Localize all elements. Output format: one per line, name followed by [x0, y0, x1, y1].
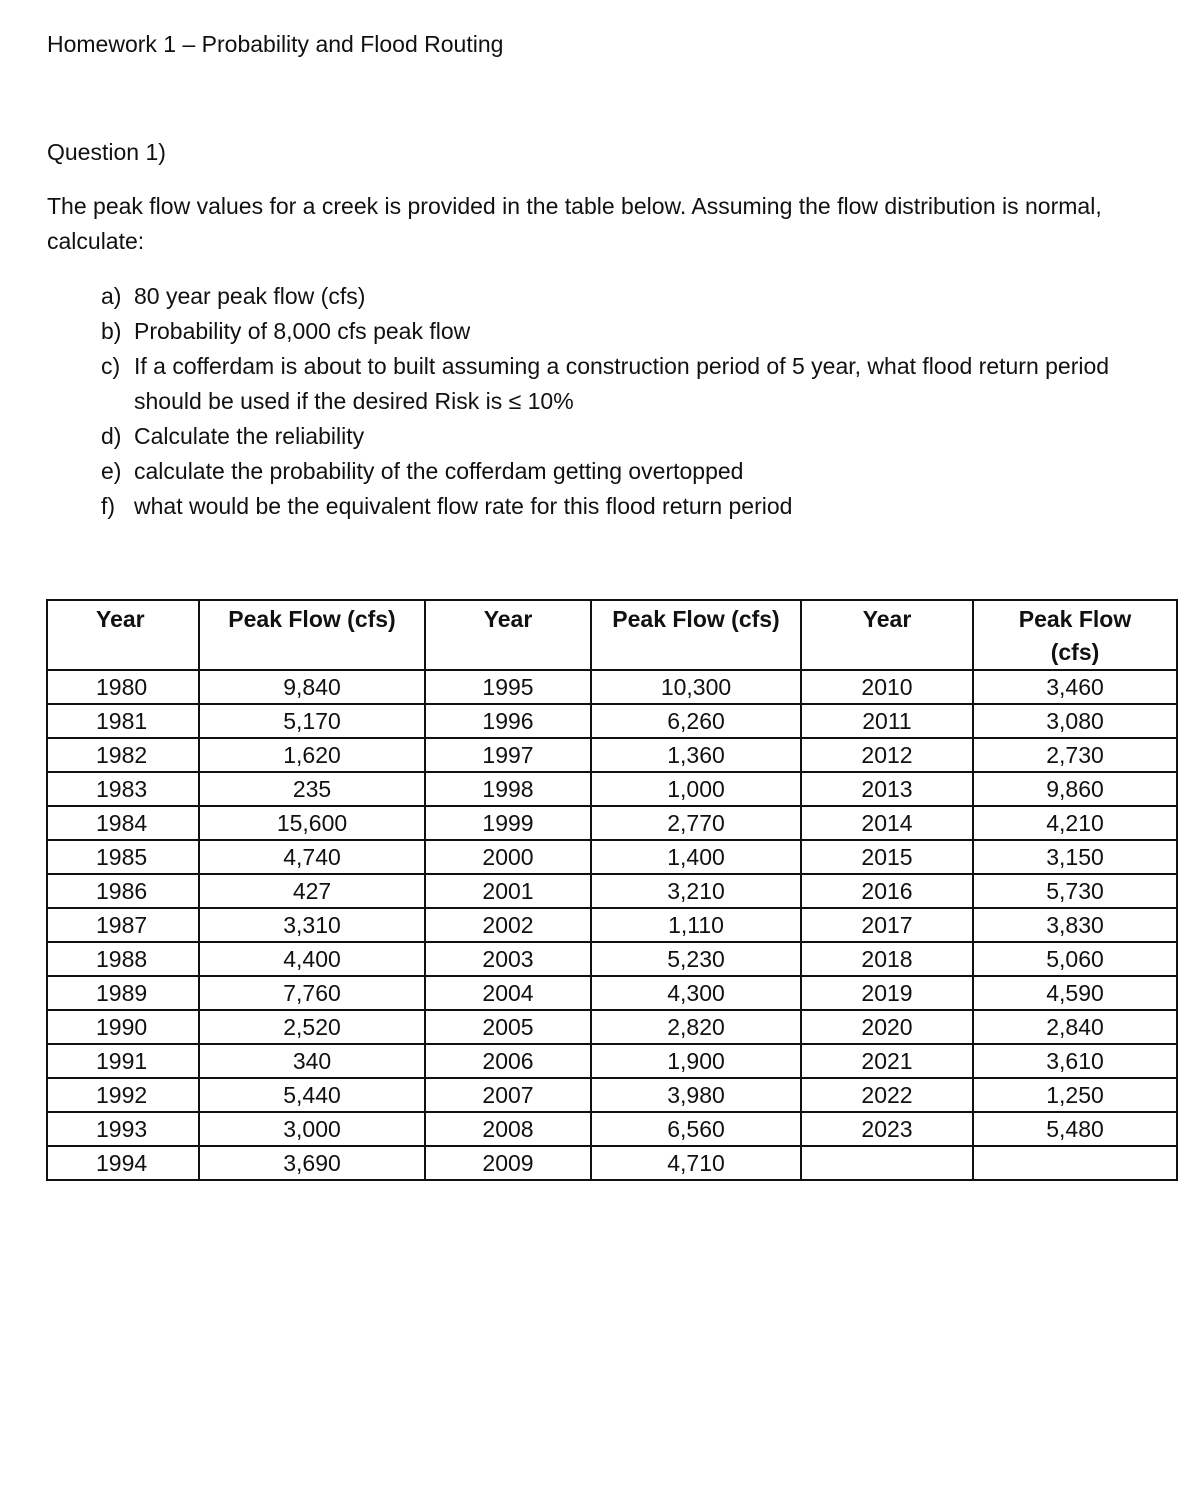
- peak-flow-cell: 3,980: [591, 1078, 801, 1112]
- item-text: If a cofferdam is about to built assuming a construction period of 5 year, what flood return period should be used if the desired Risk is ≤ 10%: [134, 353, 1110, 414]
- item-text: Probability of 8,000 cfs peak flow: [134, 318, 471, 344]
- peak-flow-cell: 2,730: [973, 738, 1177, 772]
- peak-flow-cell: 15,600: [199, 806, 425, 840]
- peak-flow-cell: 3,210: [591, 874, 801, 908]
- peak-flow-cell: 1,110: [591, 908, 801, 942]
- header-peak-flow: Peak Flow (cfs): [199, 600, 425, 670]
- question-item: [47, 454, 1157, 489]
- header-year: Year: [47, 600, 199, 670]
- peak-flow-cell: 4,300: [591, 976, 801, 1010]
- year-cell: 2008: [425, 1112, 591, 1146]
- item-marker: f): [101, 493, 116, 519]
- year-cell: 1992: [47, 1078, 199, 1112]
- table-row: [47, 738, 1177, 772]
- year-cell: 1995: [425, 670, 591, 704]
- year-cell: 2010: [801, 670, 973, 704]
- peak-flow-cell: 4,400: [199, 942, 425, 976]
- question-item: [47, 419, 1157, 454]
- table-row: [47, 772, 1177, 806]
- peak-flow-cell: 3,610: [973, 1044, 1177, 1078]
- header-peak-flow: Peak Flow (cfs): [973, 600, 1177, 670]
- year-cell: 1983: [47, 772, 199, 806]
- peak-flow-cell: 427: [199, 874, 425, 908]
- peak-flow-cell: 1,360: [591, 738, 801, 772]
- item-text: calculate the probability of the cofferdam getting overtopped: [134, 458, 744, 484]
- year-cell: 2018: [801, 942, 973, 976]
- table-row: [47, 874, 1177, 908]
- item-marker: b): [101, 318, 122, 344]
- year-cell: 2004: [425, 976, 591, 1010]
- peak-flow-cell: 3,690: [199, 1146, 425, 1180]
- peak-flow-cell: 340: [199, 1044, 425, 1078]
- question-intro: The peak flow values for a creek is provided in the table below. Assuming the flow distribution is normal, calculate:: [47, 193, 1102, 254]
- year-cell: 2006: [425, 1044, 591, 1078]
- table-row: [47, 670, 1177, 704]
- year-cell: 1981: [47, 704, 199, 738]
- peak-flow-cell: 3,080: [973, 704, 1177, 738]
- table-row: [47, 908, 1177, 942]
- year-cell: 1998: [425, 772, 591, 806]
- peak-flow-cell: 6,560: [591, 1112, 801, 1146]
- peak-flow-cell: 6,260: [591, 704, 801, 738]
- year-cell: 2011: [801, 704, 973, 738]
- peak-flow-cell: 5,060: [973, 942, 1177, 976]
- peak-flow-cell: 1,620: [199, 738, 425, 772]
- year-cell: 2007: [425, 1078, 591, 1112]
- year-cell: 2014: [801, 806, 973, 840]
- year-cell: [801, 1146, 973, 1180]
- year-cell: 2005: [425, 1010, 591, 1044]
- peak-flow-cell: 4,740: [199, 840, 425, 874]
- header-year: Year: [425, 600, 591, 670]
- question-item: [47, 349, 1157, 419]
- year-cell: 1996: [425, 704, 591, 738]
- year-cell: 2015: [801, 840, 973, 874]
- question-item: [47, 279, 1157, 314]
- year-cell: 1985: [47, 840, 199, 874]
- year-cell: 2003: [425, 942, 591, 976]
- year-cell: 2016: [801, 874, 973, 908]
- item-text: Calculate the reliability: [134, 423, 365, 449]
- year-cell: 2009: [425, 1146, 591, 1180]
- peak-flow-cell: 5,440: [199, 1078, 425, 1112]
- table-row: [47, 1146, 1177, 1180]
- year-cell: 2013: [801, 772, 973, 806]
- peak-flow-cell: 7,760: [199, 976, 425, 1010]
- table-row: [47, 806, 1177, 840]
- item-marker: c): [101, 353, 121, 379]
- year-cell: 1993: [47, 1112, 199, 1146]
- peak-flow-cell: 4,210: [973, 806, 1177, 840]
- peak-flow-cell: 5,170: [199, 704, 425, 738]
- item-marker: e): [101, 458, 122, 484]
- year-cell: 2022: [801, 1078, 973, 1112]
- peak-flow-cell: 9,840: [199, 670, 425, 704]
- year-cell: 1997: [425, 738, 591, 772]
- table-row: [47, 1078, 1177, 1112]
- year-cell: 1991: [47, 1044, 199, 1078]
- question-item: [47, 314, 1157, 349]
- table-body: [47, 670, 1177, 1180]
- year-cell: 1994: [47, 1146, 199, 1180]
- peak-flow-cell: 1,400: [591, 840, 801, 874]
- peak-flow-cell: 10,300: [591, 670, 801, 704]
- peak-flow-cell: 3,830: [973, 908, 1177, 942]
- year-cell: 1999: [425, 806, 591, 840]
- year-cell: 2000: [425, 840, 591, 874]
- peak-flow-cell: 2,840: [973, 1010, 1177, 1044]
- question-list: [47, 279, 1157, 524]
- peak-flow-cell: 3,150: [973, 840, 1177, 874]
- peak-flow-cell: 4,710: [591, 1146, 801, 1180]
- peak-flow-cell: 1,250: [973, 1078, 1177, 1112]
- item-marker: d): [101, 423, 122, 449]
- item-text: what would be the equivalent flow rate for this flood return period: [134, 493, 793, 519]
- question-item: [47, 489, 1157, 524]
- table-row: [47, 1044, 1177, 1078]
- item-text: 80 year peak flow (cfs): [134, 283, 366, 309]
- document-title: Homework 1 – Probability and Flood Routing: [47, 31, 504, 57]
- peak-flow-cell: 3,460: [973, 670, 1177, 704]
- year-cell: 2012: [801, 738, 973, 772]
- table-row: [47, 840, 1177, 874]
- peak-flow-cell: 4,590: [973, 976, 1177, 1010]
- table-row: [47, 1112, 1177, 1146]
- year-cell: 2023: [801, 1112, 973, 1146]
- peak-flow-cell: 2,820: [591, 1010, 801, 1044]
- item-marker: a): [101, 283, 122, 309]
- peak-flow-table: [46, 599, 1178, 1181]
- peak-flow-cell: 235: [199, 772, 425, 806]
- table-header-row: [47, 600, 1177, 670]
- peak-flow-cell: 2,770: [591, 806, 801, 840]
- year-cell: 2017: [801, 908, 973, 942]
- peak-flow-cell: 5,230: [591, 942, 801, 976]
- peak-flow-cell: [973, 1146, 1177, 1180]
- year-cell: 1989: [47, 976, 199, 1010]
- year-cell: 2002: [425, 908, 591, 942]
- peak-flow-cell: 5,730: [973, 874, 1177, 908]
- year-cell: 2001: [425, 874, 591, 908]
- question-heading: Question 1): [47, 139, 166, 165]
- peak-flow-cell: 9,860: [973, 772, 1177, 806]
- year-cell: 1986: [47, 874, 199, 908]
- year-cell: 2020: [801, 1010, 973, 1044]
- year-cell: 1980: [47, 670, 199, 704]
- year-cell: 1988: [47, 942, 199, 976]
- year-cell: 2021: [801, 1044, 973, 1078]
- year-cell: 1987: [47, 908, 199, 942]
- table-row: [47, 704, 1177, 738]
- year-cell: 1984: [47, 806, 199, 840]
- table-row: [47, 942, 1177, 976]
- header-peak-flow: Peak Flow (cfs): [591, 600, 801, 670]
- peak-flow-cell: 1,000: [591, 772, 801, 806]
- year-cell: 2019: [801, 976, 973, 1010]
- table-row: [47, 1010, 1177, 1044]
- peak-flow-cell: 1,900: [591, 1044, 801, 1078]
- table-row: [47, 976, 1177, 1010]
- peak-flow-cell: 3,310: [199, 908, 425, 942]
- header-year: Year: [801, 600, 973, 670]
- year-cell: 1982: [47, 738, 199, 772]
- peak-flow-cell: 5,480: [973, 1112, 1177, 1146]
- peak-flow-cell: 2,520: [199, 1010, 425, 1044]
- year-cell: 1990: [47, 1010, 199, 1044]
- peak-flow-cell: 3,000: [199, 1112, 425, 1146]
